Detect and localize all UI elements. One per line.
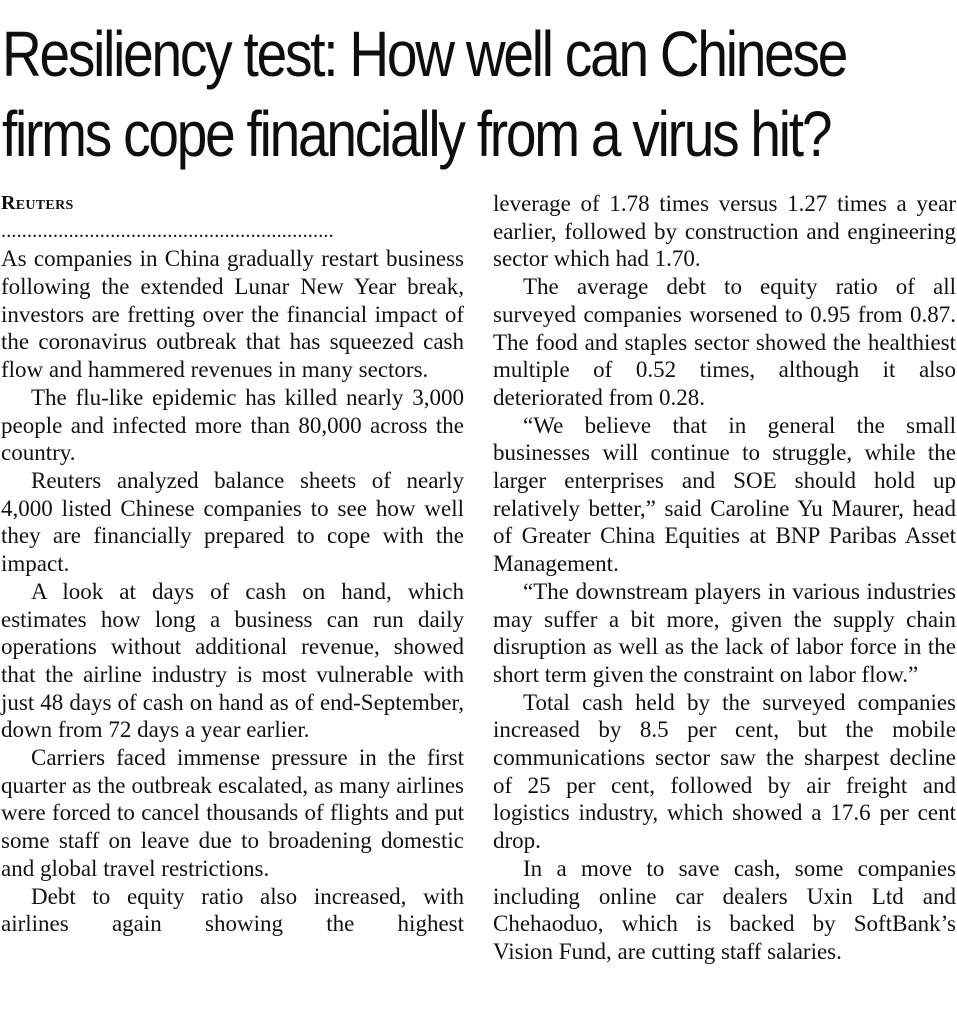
left-column bbox=[1, 190, 464, 938]
paragraph: “We believe that in general the small businesses will continue to struggle, while the larger enterprises and SOE should hold up relatively better,” said Caroline Yu Maurer, head of Greater China Equities at BNP Paribas Asset Management. bbox=[493, 412, 956, 577]
paragraph: Debt to equity ratio also increased, with airlines again showing the highest bbox=[1, 883, 464, 937]
byline: Reuters bbox=[1, 192, 74, 214]
paragraph: Reuters analyzed balance sheets of nearly 4,000 listed Chinese companies to see how well they are financially prepared to cope with the impact. bbox=[1, 468, 464, 577]
headline-line-1: Resiliency test: How well can Chinese bbox=[2, 18, 847, 90]
byline-dotted-rule: ................................................................ bbox=[1, 219, 334, 242]
paragraph: The flu-like epidemic has killed nearly 3,000 people and infected more than 80,000 across the country. bbox=[1, 384, 464, 466]
paragraph: Carriers faced immense pressure in the first quarter as the outbreak escalated, as many airlines were forced to cancel thousands of flights and put some staff on leave due to broadening domestic and global travel restrictions. bbox=[1, 745, 464, 881]
paragraph: Total cash held by the surveyed companies increased by 8.5 per cent, but the mobile communications sector saw the sharpest decline of 25 per cent, followed by air freight and logistics industry, which showed a 17.6 per cent drop. bbox=[493, 689, 956, 854]
paragraph: The average debt to equity ratio of all surveyed companies worsened to 0.95 from 0.87. The food and staples sector showed the healthiest multiple of 0.52 times, although it also deteriorated from 0.28. bbox=[493, 274, 956, 410]
paragraph: “The downstream players in various industries may suffer a bit more, given the supply chain disruption as well as the lack of labor force in the short term given the constraint on labor flow.” bbox=[493, 578, 956, 687]
article-headline bbox=[2, 14, 847, 174]
headline-line-2: firms cope financially from a virus hit? bbox=[2, 98, 831, 170]
paragraph: leverage of 1.78 times versus 1.27 times a year earlier, followed by construction and engineering sector which had 1.70. bbox=[493, 191, 956, 272]
right-column bbox=[493, 190, 956, 966]
paragraph: As companies in China gradually restart business following the extended Lunar New Year break, investors are fretting over the financial impact of the coronavirus outbreak that has squeezed cash flow and hammered revenues in many sectors. bbox=[1, 246, 464, 383]
paragraph: A look at days of cash on hand, which estimates how long a business can run daily operations without additional revenue, showed that the airline industry is most vulnerable with just 48 days of cash on hand as of end-September, down from 72 days a year earlier. bbox=[1, 578, 464, 743]
paragraph: In a move to save cash, some companies including online car dealers Uxin Ltd and Chehaoduo, which is backed by SoftBank’s Vision Fund, are cutting staff salaries. bbox=[493, 855, 956, 964]
